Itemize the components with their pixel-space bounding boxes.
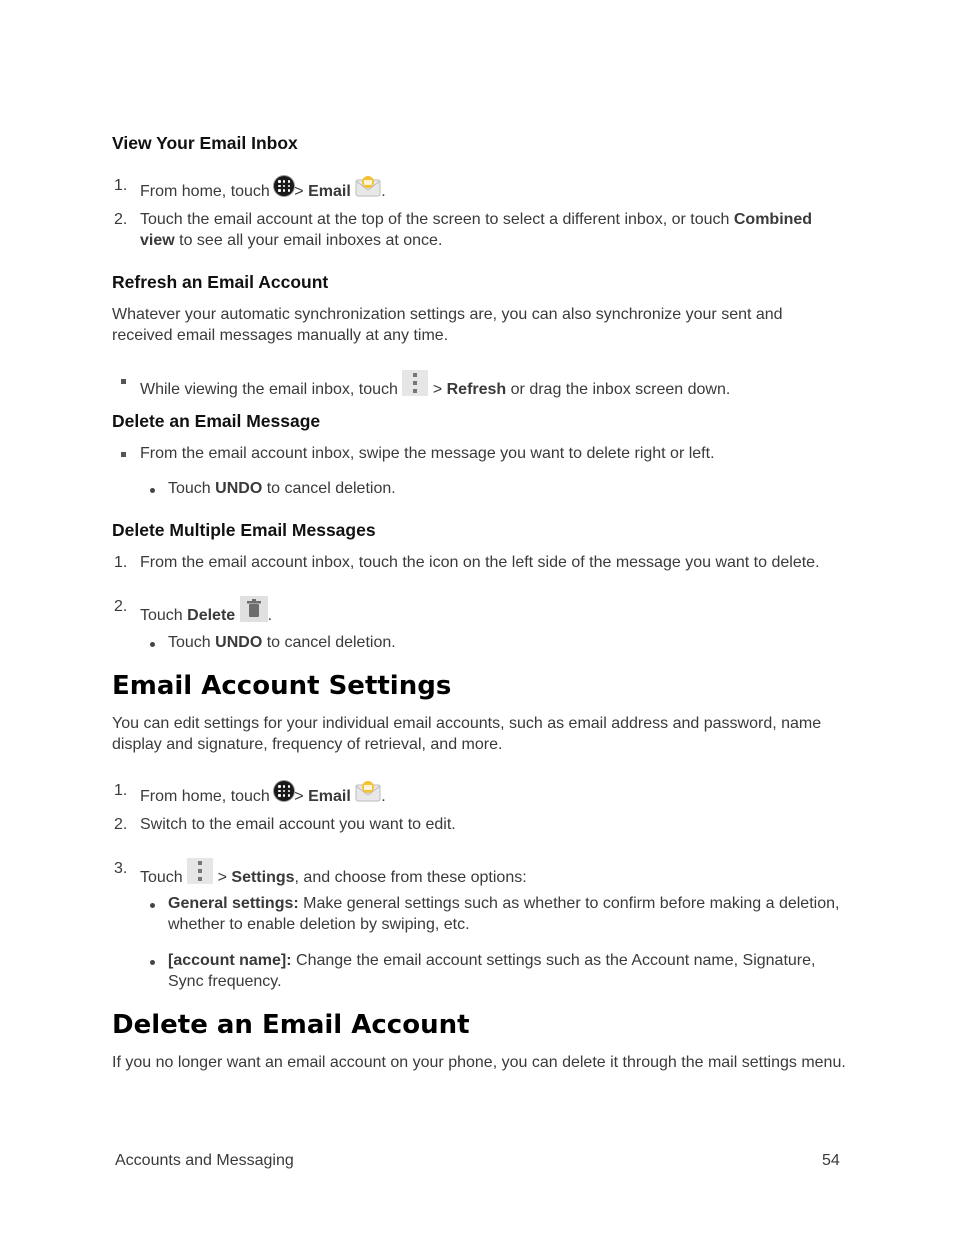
step-from-home: From home, touch > Email . — [140, 780, 386, 807]
step-number: 1. — [114, 554, 128, 571]
page-number: 54 — [822, 1152, 840, 1169]
bullet-undo: Touch UNDO to cancel deletion. — [168, 634, 396, 651]
step-from-home: From home, touch > Email . — [140, 175, 386, 202]
heading-account-settings: Email Account Settings — [112, 671, 452, 701]
delete-label: Delete — [187, 607, 236, 624]
step-text: From home, touch — [140, 183, 270, 200]
step-number: 2. — [114, 816, 128, 833]
combined-view-label: Combined view — [140, 211, 813, 249]
delete-account-paragraph: If you no longer want an email account on your phone, you can delete it through the mail settings menu. — [112, 1054, 846, 1071]
heading-delete-multiple: Delete Multiple Email Messages — [112, 520, 376, 540]
option-account-name: [account name]: Change the email account settings such as the Account name, Signature, Sync frequency. — [168, 952, 816, 990]
bullet-marker — [121, 452, 126, 457]
bullet-refresh: While viewing the email inbox, touch > Refresh or drag the inbox screen down. — [140, 370, 730, 400]
email-label: Email — [308, 788, 351, 805]
email-icon — [355, 175, 381, 197]
heading-view-inbox: View Your Email Inbox — [112, 133, 298, 153]
email-label: Email — [308, 183, 351, 200]
step-number: 1. — [114, 177, 128, 194]
step-delete: Touch Delete . — [140, 596, 272, 626]
bullet-marker — [121, 379, 126, 384]
bullet-marker — [150, 488, 155, 493]
settings-label: Settings — [231, 869, 295, 886]
heading-refresh: Refresh an Email Account — [112, 272, 329, 292]
step-number: 2. — [114, 211, 128, 228]
email-icon — [355, 780, 381, 802]
apps-icon — [274, 781, 294, 801]
step-number: 1. — [114, 782, 128, 799]
step-switch-account: Switch to the email account you want to edit. — [140, 816, 456, 833]
bullet-marker — [150, 960, 155, 965]
apps-icon — [274, 176, 294, 196]
bullet-marker — [150, 903, 155, 908]
step-combined-view: Touch the email account at the top of the screen to select a different inbox, or touch Combined view to see all your email inboxes at once. — [140, 211, 813, 249]
step-settings: Touch > Settings, and choose from these options: — [140, 858, 527, 888]
separator: > — [294, 183, 304, 200]
settings-paragraph: You can edit settings for your individual email accounts, such as email address and password, name display and signature, frequency of retrieval, and more. — [112, 715, 822, 753]
menu-icon — [187, 858, 213, 884]
step-touch-icon: From the email account inbox, touch the icon on the left side of the message you want to delete. — [140, 554, 820, 571]
bullet-marker — [150, 642, 155, 647]
menu-icon — [402, 370, 428, 396]
heading-delete-message: Delete an Email Message — [112, 411, 321, 431]
footer-section: Accounts and Messaging — [115, 1152, 294, 1169]
refresh-label: Refresh — [446, 381, 507, 398]
trash-icon — [240, 596, 268, 622]
heading-delete-account: Delete an Email Account — [112, 1010, 470, 1040]
refresh-paragraph: Whatever your automatic synchronization settings are, you can also synchronize your sent and received email messages manually at any time. — [112, 306, 783, 344]
bullet-swipe: From the email account inbox, swipe the message you want to delete right or left. — [140, 445, 715, 462]
option-general-settings: General settings: Make general settings such as whether to confirm before making a deletion, whether to enable deletion by swiping, etc. — [168, 895, 840, 933]
step-number: 2. — [114, 598, 128, 615]
bullet-undo: Touch UNDO to cancel deletion. — [168, 480, 396, 497]
step-number: 3. — [114, 860, 128, 877]
